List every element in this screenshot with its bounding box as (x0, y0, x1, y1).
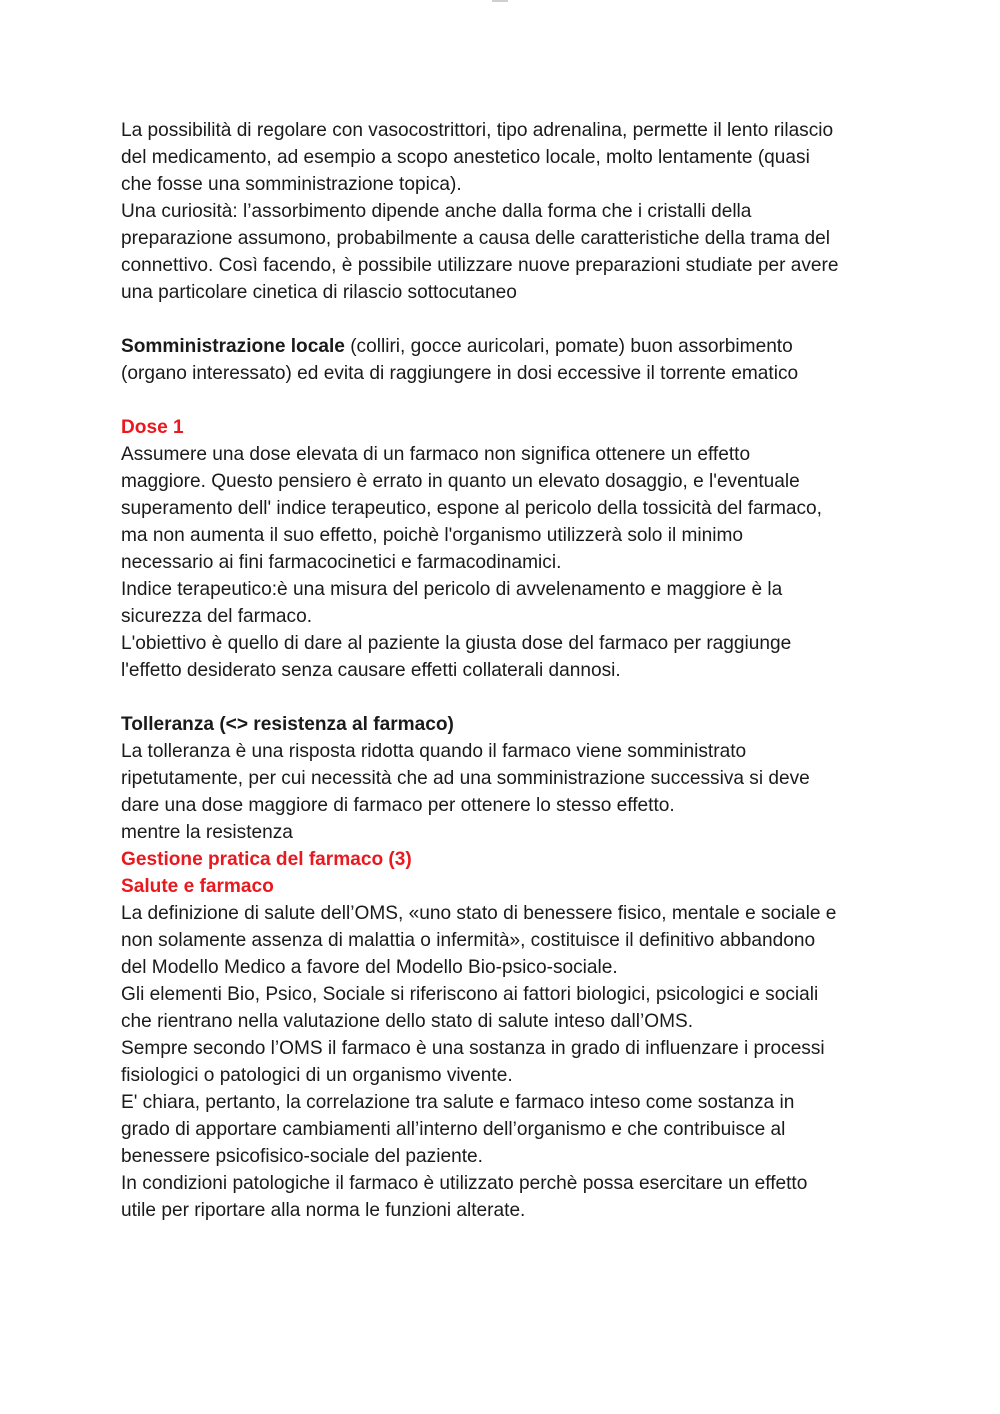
text-line: benessere psicofisico-sociale del paziente. (121, 1146, 483, 1167)
text-line: E' chiara, pertanto, la correlazione tra salute e farmaco inteso come sostanza in (121, 1092, 795, 1113)
paragraph-local-administration (121, 333, 911, 387)
text-line: l'effetto desiderato senza causare effetti collaterali dannosi. (121, 660, 621, 681)
text-line: che fosse una somministrazione topica). (121, 174, 462, 195)
text-line: Indice terapeutico:è una misura del pericolo di avvelenamento e maggiore è la (121, 579, 783, 600)
paragraph-vasoconstrictors (121, 117, 911, 306)
spacer (121, 684, 911, 711)
text-line: necessario ai fini farmacocinetici e farmacodinamici. (121, 552, 562, 573)
text-line: una particolare cinetica di rilascio sottocutaneo (121, 282, 517, 303)
text-line: connettivo. Così facendo, è possibile utilizzare nuove preparazioni studiate per avere (121, 255, 839, 276)
document-page (121, 117, 911, 1224)
local-administration-desc: (colliri, gocce auricolari, pomate) buon assorbimento (344, 336, 793, 357)
text-line: dare una dose maggiore di farmaco per ottenere lo stesso effetto. (121, 795, 675, 816)
text-line: preparazione assumono, probabilmente a causa delle caratteristiche della trama del (121, 228, 830, 249)
text-line: mentre la resistenza (121, 822, 293, 843)
text-line: del medicamento, ad esempio a scopo anestetico locale, molto lentamente (quasi (121, 147, 810, 168)
text-line: Una curiosità: l’assorbimento dipende anche dalla forma che i cristalli della (121, 201, 752, 222)
section-heading-health: Salute e farmaco (121, 876, 274, 897)
section-heading-dose: Dose 1 (121, 417, 184, 438)
text-line: superamento dell' indice terapeutico, espone al pericolo della tossicità del farmaco, (121, 498, 822, 519)
text-line: grado di apportare cambiamenti all’interno dell’organismo e che contribuisce al (121, 1119, 786, 1140)
text-line: (organo interessato) ed evita di raggiungere in dosi eccessive il torrente ematico (121, 363, 799, 384)
section-tolerance (121, 711, 911, 846)
text-line: L'obiettivo è quello di dare al paziente la giusta dose del farmaco per raggiunge (121, 633, 792, 654)
local-administration-term: Somministrazione locale (121, 336, 345, 357)
text-line: Gli elementi Bio, Psico, Sociale si riferiscono ai fattori biologici, psicologici e sociali (121, 984, 819, 1005)
text-line: ripetutamente, per cui necessità che ad una somministrazione successiva si deve (121, 768, 810, 789)
spacer (121, 387, 911, 414)
text-line: maggiore. Questo pensiero è errato in quanto un elevato dosaggio, e l'eventuale (121, 471, 800, 492)
text-line: La definizione di salute dell’OMS, «uno stato di benessere fisico, mentale e sociale e (121, 903, 837, 924)
text-line: Assumere una dose elevata di un farmaco non significa ottenere un effetto (121, 444, 751, 465)
section-heading-tolerance: Tolleranza (<> resistenza al farmaco) (121, 714, 454, 735)
text-line: In condizioni patologiche il farmaco è utilizzato perchè possa esercitare un effetto (121, 1173, 808, 1194)
section-dose (121, 414, 911, 684)
spacer (121, 306, 911, 333)
text-line (121, 333, 911, 360)
text-line: che rientrano nella valutazione dello stato di salute inteso dall’OMS. (121, 1011, 694, 1032)
text-line: Sempre secondo l’OMS il farmaco è una sostanza in grado di influenzare i processi (121, 1038, 825, 1059)
text-line: utile per riportare alla norma le funzioni alterate. (121, 1200, 526, 1221)
section-heading-management: Gestione pratica del farmaco (3) (121, 849, 412, 870)
text-line: del Modello Medico a favore del Modello Bio-psico-sociale. (121, 957, 618, 978)
text-line: ma non aumenta il suo effetto, poichè l'organismo utilizzerà solo il minimo (121, 525, 744, 546)
text-line: La tolleranza è una risposta ridotta quando il farmaco viene somministrato (121, 741, 747, 762)
page-header-mark (492, 0, 508, 2)
text-line: sicurezza del farmaco. (121, 606, 313, 627)
text-line: fisiologici o patologici di un organismo vivente. (121, 1065, 513, 1086)
section-health-and-drug (121, 846, 911, 1224)
text-line: La possibilità di regolare con vasocostrittori, tipo adrenalina, permette il lento rilascio (121, 120, 834, 141)
text-line: non solamente assenza di malattia o infermità», costituisce il definitivo abbandono (121, 930, 816, 951)
